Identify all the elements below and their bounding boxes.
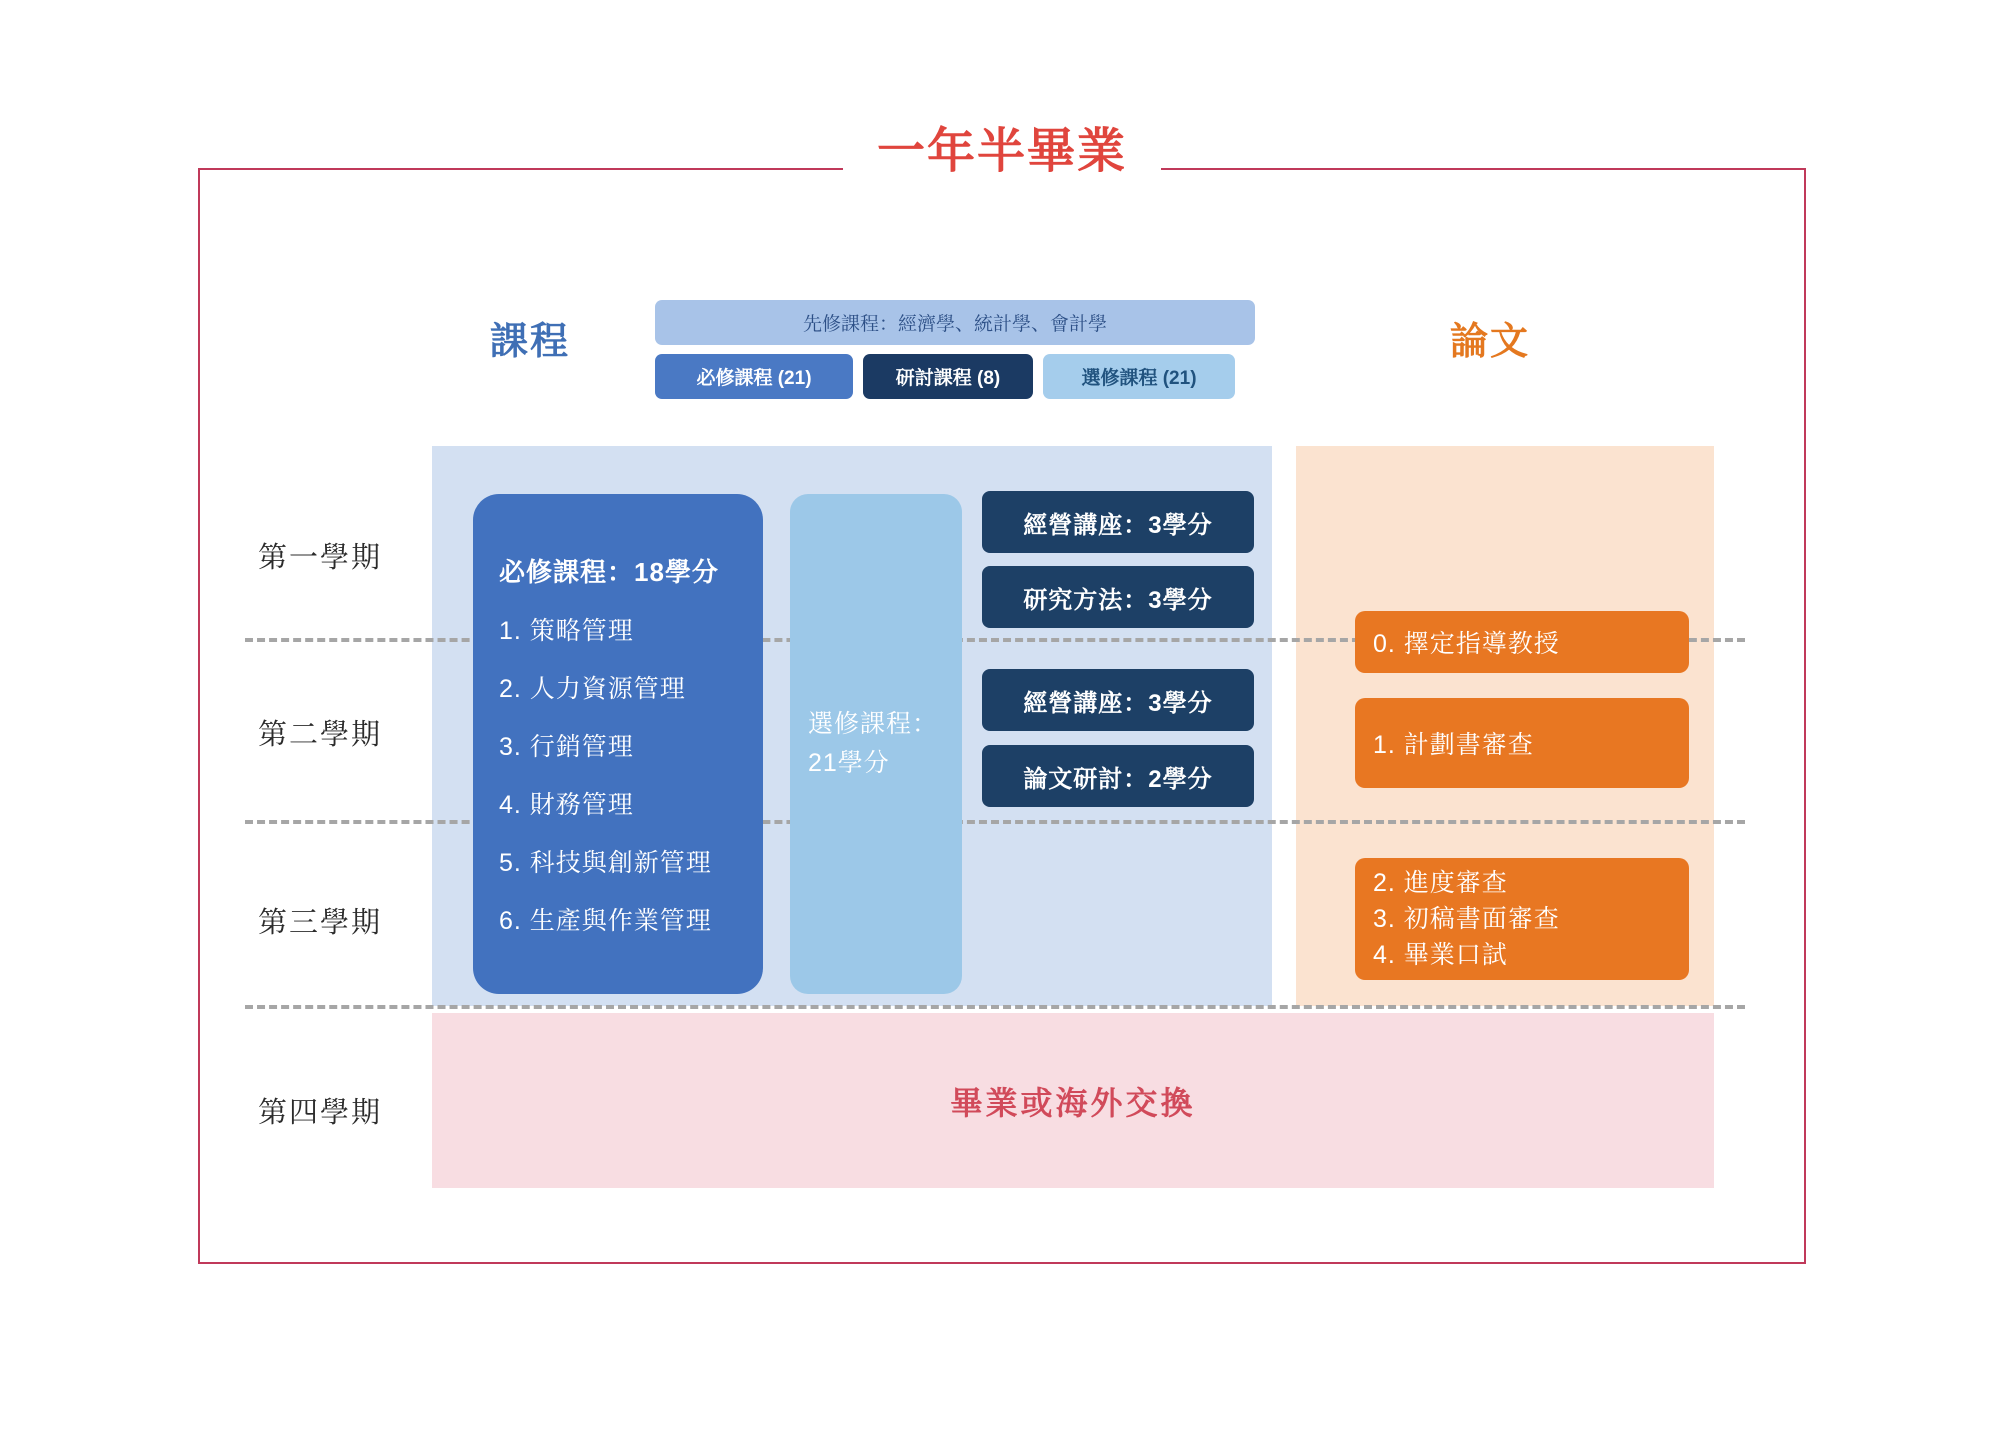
- thesis-step-final-reviews: [1355, 858, 1689, 980]
- required-course-item: 2. 人力資源管理: [499, 674, 686, 703]
- thesis-step-advisor: 0. 擇定指導教授: [1355, 611, 1689, 673]
- thesis-step-draft-review: 3. 初稿書面審查: [1373, 904, 1560, 933]
- required-courses-block: [473, 494, 763, 994]
- semester-label-4: 第四學期: [258, 1097, 383, 1129]
- semester-label-2: 第二學期: [258, 719, 383, 751]
- required-course-item: 4. 財務管理: [499, 790, 634, 819]
- legend-row-prerequisite: [655, 300, 1255, 345]
- semester-divider-3: [245, 1005, 1745, 1009]
- required-courses-title: 必修課程：18學分: [499, 556, 719, 587]
- required-course-item: 1. 策略管理: [499, 616, 634, 645]
- graduation-band: [432, 1013, 1714, 1188]
- page-title: 一年半畢業: [843, 128, 1161, 176]
- thesis-step-oral-defense: 4. 畢業口試: [1373, 941, 1508, 970]
- elective-courses-block: [790, 494, 962, 994]
- legend-required-courses: 必修課程 (21): [655, 354, 853, 399]
- required-course-item: 6. 生產與作業管理: [499, 906, 712, 935]
- elective-courses-credits: 21學分: [808, 749, 890, 777]
- legend-row-categories: [655, 354, 1255, 399]
- seminar-card-business-lecture-1: 經營講座：3學分: [982, 491, 1254, 553]
- graduation-label: 畢業或海外交換: [950, 1084, 1196, 1121]
- seminar-card-thesis-seminar: 論文研討：2學分: [982, 745, 1254, 807]
- legend-elective-courses: 選修課程 (21): [1043, 354, 1235, 399]
- heading-courses: 課程: [490, 321, 571, 363]
- required-course-item: 3. 行銷管理: [499, 732, 634, 761]
- semester-label-1: 第一學期: [258, 542, 383, 574]
- legend-prerequisite: 先修課程：經濟學、統計學、會計學: [655, 300, 1255, 345]
- semester-divider-2: [245, 820, 1745, 824]
- legend-seminar-courses: 研討課程 (8): [863, 354, 1033, 399]
- required-course-item: 5. 科技與創新管理: [499, 848, 712, 877]
- title-container: [200, 125, 1804, 178]
- thesis-step-progress-review: 2. 進度審查: [1373, 868, 1508, 897]
- legend: [655, 300, 1255, 408]
- heading-thesis: 論文: [1450, 321, 1531, 363]
- semester-label-3: 第三學期: [258, 907, 383, 939]
- elective-courses-label: 選修課程：: [808, 710, 939, 739]
- seminar-card-business-lecture-2: 經營講座：3學分: [982, 669, 1254, 731]
- seminar-card-research-methods: 研究方法：3學分: [982, 566, 1254, 628]
- thesis-step-proposal-review: 1. 計劃書審查: [1355, 698, 1689, 788]
